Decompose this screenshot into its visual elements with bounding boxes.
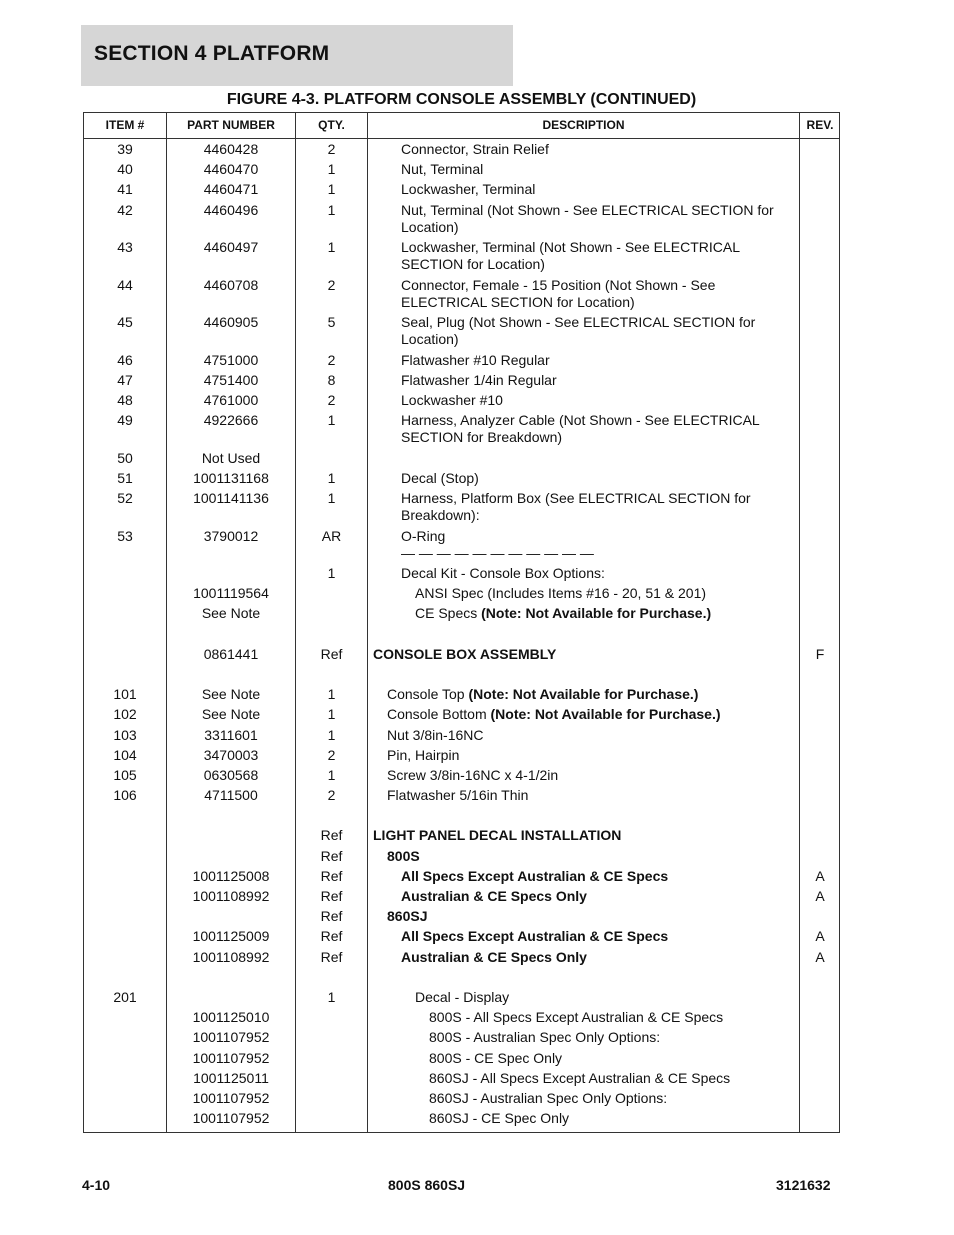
description [401,470,789,487]
quantity: 2 [327,351,336,368]
description [401,528,789,562]
section-title: SECTION 4 PLATFORM [94,42,330,65]
description-text: 800S - CE Spec Only [429,1049,563,1066]
table-row [84,866,839,886]
description [387,787,789,804]
description [401,565,789,582]
part-number: 1001125008 [192,867,270,884]
description-text: Pin, Hairpin [387,746,460,763]
item-number: 43 [117,239,133,256]
table-row [84,926,839,946]
footer-model: 800S 860SJ [388,1177,466,1193]
quantity: Ref [320,888,343,904]
description [387,727,789,744]
description [429,1090,789,1107]
item-number: 45 [117,314,133,331]
table-row [84,1007,839,1027]
quantity: 1 [327,565,336,581]
item-number: 46 [117,351,133,368]
description-text: Connector, Strain Relief [401,141,549,157]
section-header [81,25,513,86]
revision: A [815,948,825,965]
part-number: See Note [201,686,261,703]
description-text: Lockwasher #10 [401,391,503,408]
description-bold-text: (Note: Not Available for Purchase.) [481,605,712,622]
column-header-part-number: PART NUMBER [187,118,275,132]
part-number: 0861441 [203,645,259,662]
part-number: 4751400 [203,371,259,388]
footer-page-number: 4-10 [82,1177,111,1193]
quantity: 1 [327,490,336,506]
table-row [84,1088,839,1108]
item-number: 52 [117,490,133,506]
item-number: 53 [117,527,133,544]
quantity: 5 [327,314,336,331]
part-number: 4751000 [203,351,259,368]
part-number: 3790012 [203,527,259,544]
quantity: 1 [327,201,336,218]
description-text: Harness, Analyzer Cable (Not Shown - See ELECTRICAL SECTION for Breakdown) [401,412,760,446]
part-number: 4460471 [203,181,259,198]
table-row [84,370,839,390]
item-number: 49 [117,412,133,429]
description [401,490,789,524]
table-row [84,1027,839,1047]
description-text: Nut, Terminal (Not Shown - See ELECTRICAL SECTION for Location) [401,201,774,235]
part-number: 1001107952 [192,1089,270,1106]
description [429,1110,789,1127]
table-row [84,179,839,199]
description-text: Flatwasher 5/16in Thin [387,787,529,804]
table-row [84,846,839,866]
item-number: 106 [113,787,137,804]
description-separator: — — — — — — — — — — — [401,544,594,561]
table-row [84,825,839,845]
description [401,161,789,178]
description-text: Console Bottom [387,706,491,723]
spacer-row [84,664,839,684]
description-text: 800S - Australian Spec Only Options: [429,1029,661,1046]
table-row [84,526,839,564]
description-text: Decal Kit - Console Box Options: [401,565,605,581]
table-row [84,448,839,468]
quantity: 1 [327,412,336,429]
part-number: 4460497 [203,239,259,256]
table-row [84,563,839,583]
part-number: 1001107952 [192,1110,270,1127]
description-text: Harness, Platform Box (See ELECTRICAL SECTION for Breakdown): [401,490,751,523]
description [401,202,789,236]
item-number: 105 [113,766,137,783]
description [401,277,789,311]
quantity: 1 [327,988,336,1005]
description [401,314,789,348]
table-row [84,704,839,724]
table-row [84,1068,839,1088]
description [401,372,789,389]
table-row [84,159,839,179]
quantity: 2 [327,746,336,763]
quantity: 2 [327,787,336,804]
table-row [84,684,839,704]
description [429,1009,789,1026]
description-bold-text: (Note: Not Available for Purchase.) [490,706,721,723]
table-body [84,139,839,1128]
part-number: 1001125011 [193,1069,269,1086]
description [387,747,789,764]
description-text: Flatwasher #10 Regular [401,351,550,368]
description-text: 860SJ - CE Spec Only [429,1110,570,1127]
description-text: Decal - Display [415,988,510,1005]
item-number: 42 [117,201,133,218]
item-number: 103 [113,726,137,743]
table-row [84,275,839,313]
description [401,888,789,905]
part-number: 1001125009 [192,928,270,945]
quantity: 1 [327,469,336,486]
description [401,949,789,966]
description-text: Nut, Terminal [401,161,484,178]
description [387,848,789,865]
description [387,767,789,784]
part-number: 4460905 [203,314,259,331]
description-text: Console Top [387,686,469,703]
quantity: Ref [320,908,343,925]
item-number: 50 [117,449,133,466]
item-number: 101 [113,686,137,703]
quantity: Ref [320,867,343,884]
description [415,585,789,602]
item-number: 104 [113,746,137,763]
footer-doc-number: 3121632 [776,1177,831,1193]
part-number: 3311601 [204,726,258,743]
description-text: Decal (Stop) [401,469,479,486]
description-text: ANSI Spec (Includes Items #16 - 20, 51 & 201) [415,585,707,602]
part-number: 4460708 [203,276,259,293]
quantity: Ref [320,948,343,965]
description-text: Flatwasher 1/4in Regular [401,371,557,388]
quantity: 1 [327,726,336,743]
column-header-item: ITEM # [105,118,145,132]
quantity: Ref [320,645,343,662]
table-row [84,644,839,664]
description-bold-text: Australian & CE Specs Only [401,888,587,904]
part-number: 1001107952 [192,1029,270,1046]
part-number: 4761000 [203,391,259,408]
part-number: 1001131168 [193,469,269,486]
description-text: Connector, Female - 15 Position (Not Shown - See ELECTRICAL SECTION for Location) [401,276,716,310]
table-row [84,410,839,448]
spacer-row [84,624,839,644]
quantity: 1 [327,686,336,703]
part-number: 4460496 [203,201,259,218]
part-number: 4711500 [204,787,258,804]
parts-table [83,112,840,1133]
description-text: 860SJ - Australian Spec Only Options: [429,1089,668,1106]
part-number: 4922666 [203,412,259,429]
quantity: 2 [327,141,336,157]
table-row [84,139,839,159]
description [415,605,789,622]
figure-title: FIGURE 4-3. PLATFORM CONSOLE ASSEMBLY (CONTINUED) [226,91,697,108]
quantity: 2 [327,276,336,293]
description-text: 860SJ - All Specs Except Australian & CE Specs [429,1069,731,1086]
revision: A [815,867,825,884]
part-number: 3470003 [203,746,259,763]
table-row [84,1108,839,1128]
part-number: 1001107952 [192,1049,270,1066]
spacer-row [84,805,839,825]
part-number: 1001108992 [192,888,270,904]
description-text: CE Specs [415,605,482,622]
description-bold-text: 860SJ [387,908,428,925]
part-number: 4460470 [203,161,259,178]
table-row [84,906,839,926]
table-row [84,785,839,805]
table-row [84,725,839,745]
description [401,868,789,885]
revision: A [815,888,825,904]
description-text: Lockwasher, Terminal (Not Shown - See ELECTRICAL SECTION for Location) [401,239,740,273]
description-text: 800S - All Specs Except Australian & CE Specs [429,1009,724,1026]
quantity: 1 [327,181,336,198]
description-bold-text: CONSOLE BOX ASSEMBLY [373,645,557,662]
table-row [84,745,839,765]
table-row [84,488,839,526]
description-text: O-Ring [401,527,446,544]
column-header-rev: REV. [806,118,834,132]
description [429,1070,789,1087]
description [429,1050,789,1067]
quantity: Ref [320,827,343,844]
quantity: 1 [327,766,336,783]
quantity: Ref [320,928,343,945]
table-row [84,947,839,967]
description-bold-text: (Note: Not Available for Purchase.) [468,686,699,703]
part-number: 0630568 [203,766,259,783]
description-text: Lockwasher, Terminal [401,181,536,198]
description-text: Nut 3/8in-16NC [387,726,484,743]
description [401,392,789,409]
description [401,141,789,158]
quantity: 8 [327,371,336,388]
table-row [84,237,839,275]
table-row [84,390,839,410]
description-bold-text: Australian & CE Specs Only [401,948,587,965]
description [387,706,789,723]
description-bold-text: All Specs Except Australian & CE Specs [401,928,669,945]
item-number: 47 [117,371,133,388]
description-text: Seal, Plug (Not Shown - See ELECTRICAL SECTION for Location) [401,314,756,348]
table-row [84,468,839,488]
description [373,646,789,663]
description [401,181,789,198]
description-bold-text: 800S [387,847,420,864]
revision: F [815,645,825,662]
item-number: 41 [117,181,133,198]
description-bold-text: All Specs Except Australian & CE Specs [401,867,669,884]
column-header-qty: QTY. [318,118,345,132]
quantity: 2 [327,391,336,408]
description [401,928,789,945]
description [415,989,789,1006]
description [401,352,789,369]
part-number: 4460428 [203,141,259,157]
description-text: Screw 3/8in-16NC x 4-1/2in [387,766,559,783]
table-row [84,603,839,623]
spacer-row [84,967,839,987]
description [387,908,789,925]
part-number: See Note [201,605,261,622]
item-number: 44 [117,276,133,293]
item-number: 102 [113,706,137,723]
description [429,1029,789,1046]
table-row [84,312,839,350]
table-row [84,583,839,603]
part-number: 1001125010 [192,1009,270,1026]
part-number: 1001141136 [193,490,269,506]
quantity: 1 [327,706,336,723]
description-bold-text: LIGHT PANEL DECAL INSTALLATION [373,827,622,844]
table-row [84,350,839,370]
table-row [84,1048,839,1068]
item-number: 40 [117,161,133,178]
quantity: 1 [327,161,336,178]
column-header-description: DESCRIPTION [542,118,625,132]
item-number: 201 [113,988,137,1005]
table-row [84,886,839,906]
revision: A [815,928,825,945]
quantity: Ref [320,847,343,864]
part-number: 1001108992 [192,948,270,965]
quantity: AR [321,527,342,544]
item-number: 48 [117,391,133,408]
description [401,239,789,273]
description [373,827,789,844]
part-number: Not Used [201,449,261,466]
table-row [84,765,839,785]
table-row [84,200,839,238]
part-number: See Note [201,706,261,723]
quantity: 1 [327,239,336,256]
description [401,412,789,446]
part-number: 1001119564 [193,585,269,602]
description [387,686,789,703]
table-row [84,987,839,1007]
item-number: 51 [117,469,133,486]
item-number: 39 [117,141,133,157]
